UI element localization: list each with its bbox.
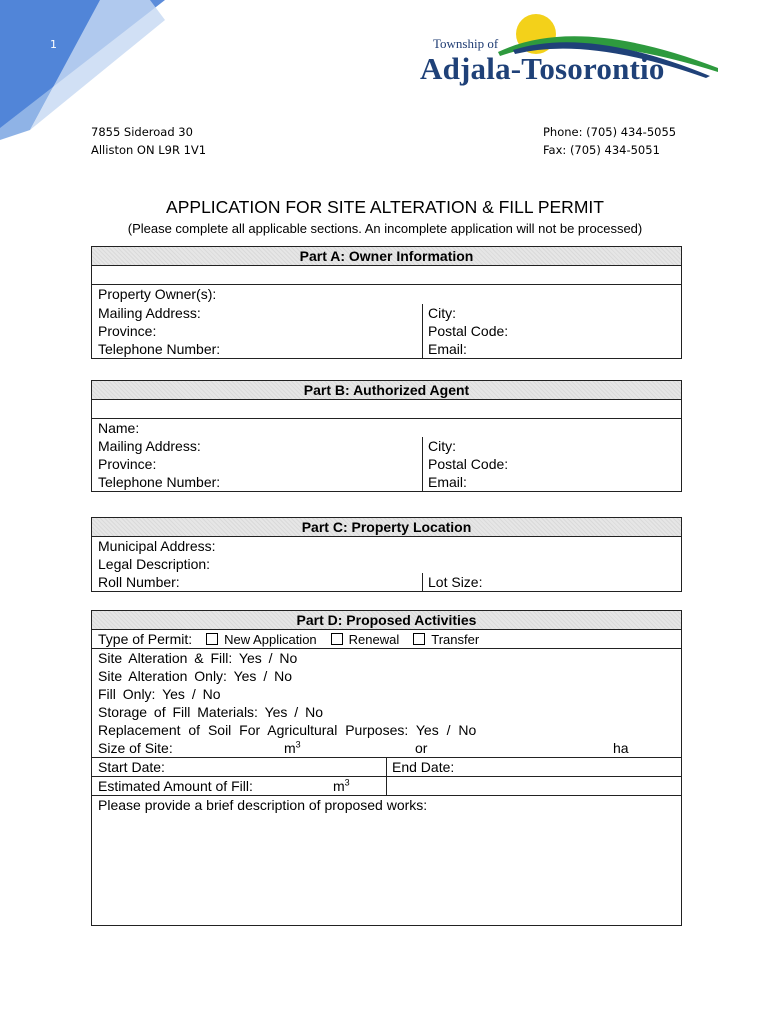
agent-name-row[interactable] bbox=[92, 419, 681, 437]
agent-province-label: Province: bbox=[98, 456, 157, 472]
province-row[interactable] bbox=[92, 322, 681, 340]
address-line1: 7855 Sideroad 30 bbox=[91, 125, 193, 139]
roll-row[interactable] bbox=[92, 573, 681, 591]
part-a-header: Part A: Owner Information bbox=[92, 247, 681, 266]
agent-postal-label: Postal Code: bbox=[428, 456, 509, 472]
page-title: APPLICATION FOR SITE ALTERATION & FILL PERMIT bbox=[166, 197, 604, 217]
description-label: Please provide a brief description of proposed works: bbox=[98, 797, 428, 813]
end-date-label: End Date: bbox=[392, 759, 455, 775]
hectare-unit: ha bbox=[613, 740, 629, 756]
site-alt-fill-row[interactable] bbox=[92, 649, 681, 667]
postal-label: Postal Code: bbox=[428, 323, 509, 339]
email-label: Email: bbox=[428, 341, 467, 357]
site-size-row[interactable] bbox=[92, 739, 681, 758]
site-alt-only-row[interactable] bbox=[92, 667, 681, 685]
province-label: Province: bbox=[98, 323, 157, 339]
part-d-header: Part D: Proposed Activities bbox=[92, 611, 681, 630]
agent-telephone-row[interactable] bbox=[92, 473, 681, 491]
transfer-label: Transfer bbox=[431, 632, 480, 647]
city-label: City: bbox=[428, 305, 456, 321]
cubic-metre-unit: $m^3$ bbox=[284, 739, 301, 756]
page-number: 1 bbox=[50, 38, 57, 51]
telephone-label: Telephone Number: bbox=[98, 341, 221, 357]
lot-label: Lot Size: bbox=[428, 574, 483, 590]
part-c-section bbox=[91, 517, 682, 592]
replacement-label: Replacement of Soil For Agricultural Purposes: Yes / No bbox=[98, 722, 477, 738]
site-alt-fill-label: Site Alteration & Fill: Yes / No bbox=[98, 650, 298, 666]
new-application-label: New Application bbox=[224, 632, 317, 647]
address-line2: Alliston ON L9R 1V1 bbox=[91, 143, 207, 157]
part-c-header: Part C: Property Location bbox=[92, 518, 681, 537]
mailing-row[interactable] bbox=[92, 303, 681, 322]
legal-label: Legal Description: bbox=[98, 556, 211, 572]
page-corner-decoration bbox=[0, 0, 180, 140]
renewal-label: Renewal bbox=[348, 632, 400, 647]
agent-mailing-row[interactable] bbox=[92, 437, 681, 455]
storage-label: Storage of Fill Materials: Yes / No bbox=[98, 704, 323, 720]
logo-small-text: Township of bbox=[433, 36, 499, 51]
estimated-fill-row[interactable] bbox=[92, 777, 681, 796]
part-a-section bbox=[91, 246, 682, 359]
new-application-checkbox[interactable] bbox=[206, 633, 218, 645]
phone-text: Phone: (705) 434-5055 bbox=[543, 125, 677, 139]
agent-email-label: Email: bbox=[428, 474, 467, 490]
agent-city-label: City: bbox=[428, 438, 456, 454]
legal-row[interactable] bbox=[92, 555, 681, 573]
contact-block bbox=[543, 123, 676, 159]
municipal-label: Municipal Address: bbox=[98, 538, 216, 554]
site-alt-only-label: Site Alteration Only: Yes / No bbox=[98, 668, 292, 684]
storage-row[interactable] bbox=[92, 703, 681, 721]
fax-text: Fax: (705) 434-5051 bbox=[543, 143, 660, 157]
estimated-fill-label: Estimated Amount of Fill: bbox=[98, 778, 253, 794]
mailing-label: Mailing Address: bbox=[98, 305, 201, 321]
dates-row[interactable] bbox=[92, 758, 681, 777]
fill-only-row[interactable] bbox=[92, 685, 681, 703]
agent-mailing-label: Mailing Address: bbox=[98, 438, 201, 454]
transfer-checkbox[interactable] bbox=[413, 633, 425, 645]
part-a-blank-row[interactable] bbox=[92, 266, 681, 285]
agent-name-label: Name: bbox=[98, 420, 140, 436]
permit-type-row bbox=[92, 630, 681, 649]
site-size-label: Size of Site: bbox=[98, 740, 173, 756]
logo-name: Adjala-Tosorontio bbox=[420, 51, 665, 86]
page-subtitle: (Please complete all applicable sections. An incomplete application will not be processed) bbox=[127, 221, 643, 236]
permit-type-label: Type of Permit: bbox=[98, 631, 193, 647]
part-b-header: Part B: Authorized Agent bbox=[92, 381, 681, 400]
municipal-row[interactable] bbox=[92, 537, 681, 555]
roll-label: Roll Number: bbox=[98, 574, 180, 590]
owner-row[interactable] bbox=[92, 285, 681, 303]
fill-only-label: Fill Only: Yes / No bbox=[98, 686, 221, 702]
start-date-label: Start Date: bbox=[98, 759, 165, 775]
part-d-section bbox=[91, 610, 682, 926]
telephone-row[interactable] bbox=[92, 340, 681, 358]
agent-province-row[interactable] bbox=[92, 455, 681, 473]
renewal-checkbox[interactable] bbox=[331, 633, 343, 645]
replacement-row[interactable] bbox=[92, 721, 681, 739]
estimated-cubic-metre-unit: $m^3$ bbox=[333, 777, 350, 794]
agent-telephone-label: Telephone Number: bbox=[98, 474, 221, 490]
description-row[interactable] bbox=[92, 796, 681, 912]
or-text: or bbox=[415, 740, 428, 756]
address-block bbox=[91, 123, 206, 159]
part-b-section bbox=[91, 380, 682, 492]
owner-label: Property Owner(s): bbox=[98, 286, 217, 302]
part-b-blank-row[interactable] bbox=[92, 400, 681, 419]
